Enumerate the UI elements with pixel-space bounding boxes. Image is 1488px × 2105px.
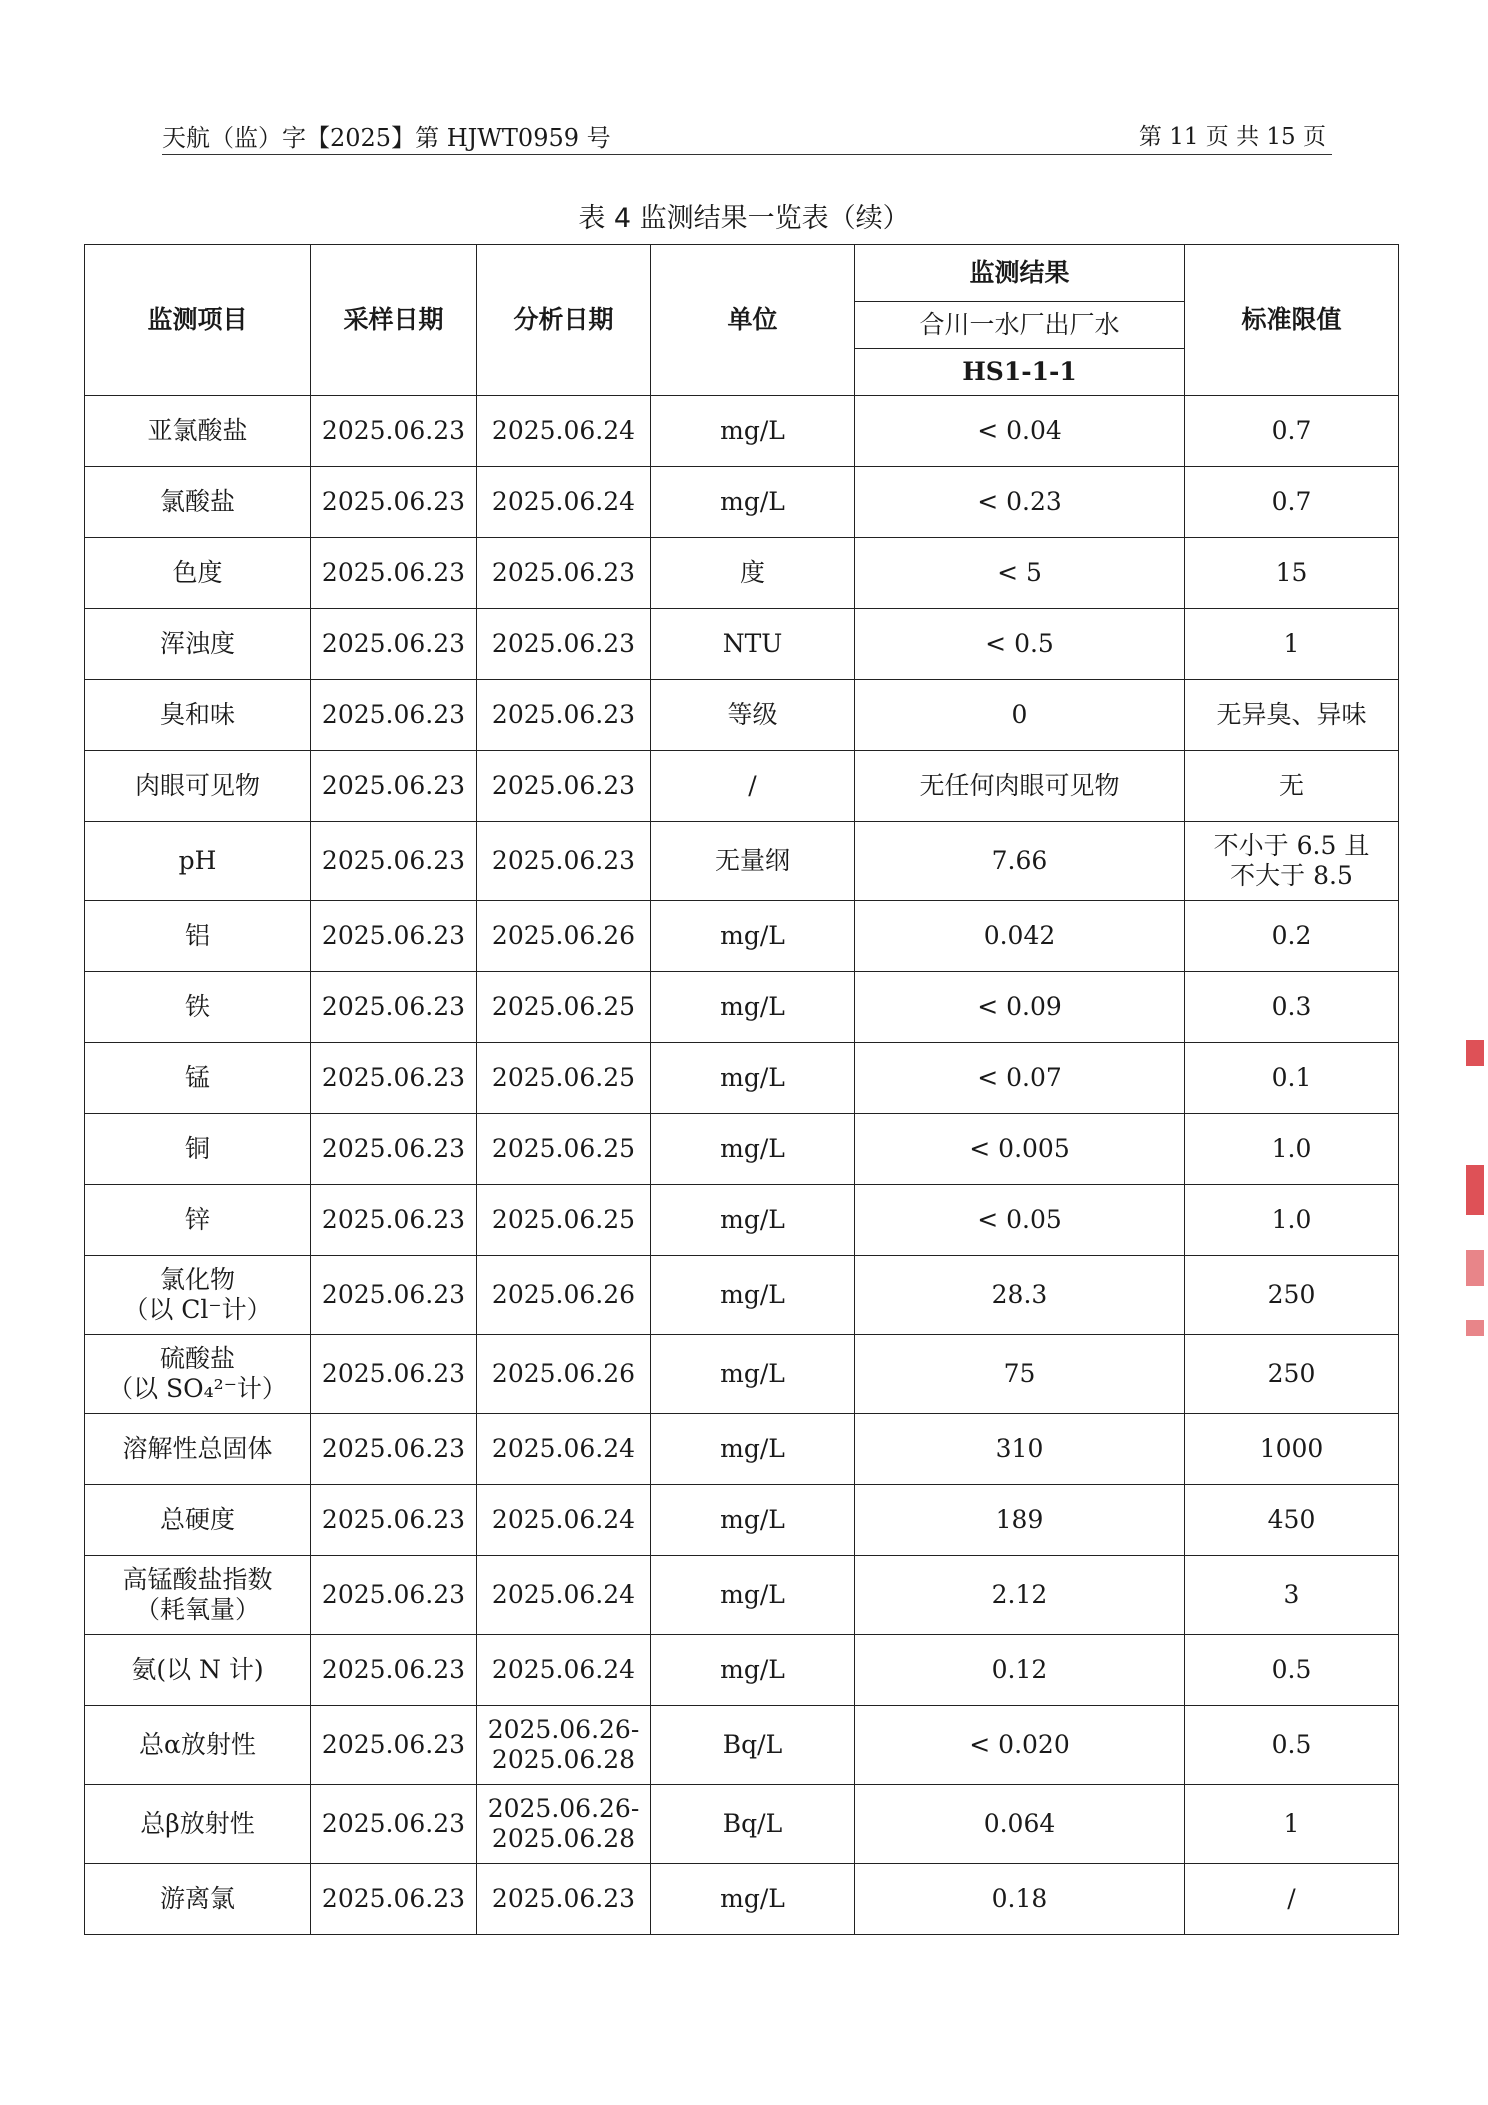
cell-limit xyxy=(1185,396,1399,467)
cell-item xyxy=(85,1256,311,1335)
cell-limit-text: 0.3 xyxy=(1271,992,1312,1021)
cell-unit xyxy=(651,1635,855,1706)
col-sampling-date-header: 采样日期 xyxy=(311,245,477,396)
col-unit-header: 单位 xyxy=(651,245,855,396)
col-analysis-date-header: 分析日期 xyxy=(477,245,651,396)
cell-limit xyxy=(1185,1864,1399,1935)
cell-result xyxy=(855,396,1185,467)
cell-result-text: 7.66 xyxy=(991,846,1048,875)
cell-analysis-date xyxy=(477,1785,651,1864)
cell-limit xyxy=(1185,1785,1399,1864)
cell-item-text: 溶解性总固体 xyxy=(122,1434,273,1463)
cell-unit-text: Bq/L xyxy=(722,1809,783,1838)
cell-result-text: 无任何肉眼可见物 xyxy=(919,771,1120,800)
cell-unit-text: Bq/L xyxy=(722,1730,783,1759)
cell-result-text: < 0.005 xyxy=(969,1134,1070,1163)
table-row xyxy=(85,822,1399,901)
cell-sampling-date-text: 2025.06.23 xyxy=(321,1205,466,1234)
cell-unit xyxy=(651,1864,855,1935)
cell-analysis-date xyxy=(477,822,651,901)
cell-analysis-date-text: 2025.06.23 xyxy=(491,700,636,729)
cell-item-text: 氯化物 xyxy=(159,1265,235,1294)
cell-limit-text: 0.1 xyxy=(1271,1063,1312,1092)
cell-limit xyxy=(1185,1635,1399,1706)
cell-item-text: 铁 xyxy=(184,992,210,1021)
cell-item-text: 臭和味 xyxy=(159,700,235,729)
cell-unit xyxy=(651,901,855,972)
cell-sampling-date xyxy=(311,1485,477,1556)
cell-limit-text: 0.7 xyxy=(1271,416,1312,445)
cell-sampling-date xyxy=(311,1706,477,1785)
cell-result xyxy=(855,1114,1185,1185)
cell-limit-text: 15 xyxy=(1275,558,1308,587)
cell-result xyxy=(855,1043,1185,1114)
cell-item-text-line2: （以 Cl⁻计） xyxy=(123,1295,272,1324)
cell-item xyxy=(85,609,311,680)
cell-unit xyxy=(651,1556,855,1635)
cell-unit xyxy=(651,1335,855,1414)
cell-sampling-date-text: 2025.06.23 xyxy=(321,1655,466,1684)
cell-sampling-date-text: 2025.06.23 xyxy=(321,1134,466,1163)
cell-analysis-date-text-line2: 2025.06.28 xyxy=(491,1824,636,1853)
cell-analysis-date-text: 2025.06.26- xyxy=(487,1794,640,1823)
cell-unit xyxy=(651,538,855,609)
cell-item-text-line2: （以 SO₄²⁻计） xyxy=(108,1374,287,1403)
cell-limit xyxy=(1185,467,1399,538)
cell-result-text: 189 xyxy=(995,1505,1044,1534)
cell-unit xyxy=(651,467,855,538)
cell-item-text: 铜 xyxy=(184,1134,210,1163)
cell-sampling-date-text: 2025.06.23 xyxy=(321,558,466,587)
table-row xyxy=(85,1785,1399,1864)
cell-limit-text: 0.5 xyxy=(1271,1730,1312,1759)
cell-limit-text: 0.5 xyxy=(1271,1655,1312,1684)
cell-analysis-date-text: 2025.06.24 xyxy=(491,1655,636,1684)
cell-analysis-date-text-line2: 2025.06.28 xyxy=(491,1745,636,1774)
cell-result xyxy=(855,1635,1185,1706)
cell-item xyxy=(85,1414,311,1485)
cell-limit xyxy=(1185,538,1399,609)
cell-limit-text: 无 xyxy=(1278,771,1304,800)
cell-sampling-date xyxy=(311,1414,477,1485)
cell-sampling-date-text: 2025.06.23 xyxy=(321,487,466,516)
table-row xyxy=(85,1256,1399,1335)
cell-unit-text: mg/L xyxy=(720,992,785,1021)
cell-unit xyxy=(651,972,855,1043)
cell-item xyxy=(85,1043,311,1114)
cell-unit-text: mg/L xyxy=(720,1434,785,1463)
cell-item-text: 色度 xyxy=(172,558,223,587)
cell-analysis-date xyxy=(477,609,651,680)
cell-result xyxy=(855,1785,1185,1864)
cell-unit xyxy=(651,822,855,901)
cell-analysis-date-text: 2025.06.23 xyxy=(491,846,636,875)
cell-result xyxy=(855,1556,1185,1635)
cell-limit-text: 1.0 xyxy=(1271,1205,1312,1234)
cell-sampling-date-text: 2025.06.23 xyxy=(321,629,466,658)
document-number: 天航（监）字【2025】第 HJWT0959 号 xyxy=(162,124,611,152)
cell-sampling-date-text: 2025.06.23 xyxy=(321,1730,466,1759)
cell-unit-text: mg/L xyxy=(720,487,785,516)
cell-result xyxy=(855,1335,1185,1414)
cell-limit-text: 1.0 xyxy=(1271,1134,1312,1163)
red-stamp-mark xyxy=(1466,1320,1484,1336)
cell-item xyxy=(85,1335,311,1414)
table-row xyxy=(85,538,1399,609)
cell-sampling-date-text: 2025.06.23 xyxy=(321,921,466,950)
cell-sampling-date xyxy=(311,1785,477,1864)
cell-unit-text: mg/L xyxy=(720,1655,785,1684)
cell-item xyxy=(85,396,311,467)
cell-analysis-date xyxy=(477,1635,651,1706)
cell-result-text: 0.042 xyxy=(983,921,1056,950)
cell-analysis-date-text: 2025.06.23 xyxy=(491,558,636,587)
cell-unit-text: mg/L xyxy=(720,1280,785,1309)
table-row xyxy=(85,1556,1399,1635)
cell-item xyxy=(85,1485,311,1556)
cell-analysis-date-text: 2025.06.24 xyxy=(491,1434,636,1463)
cell-analysis-date-text: 2025.06.24 xyxy=(491,1505,636,1534)
cell-analysis-date xyxy=(477,396,651,467)
cell-limit-text: 3 xyxy=(1283,1580,1300,1609)
cell-sampling-date xyxy=(311,1635,477,1706)
table-row xyxy=(85,901,1399,972)
cell-analysis-date xyxy=(477,751,651,822)
table-row xyxy=(85,1635,1399,1706)
cell-item xyxy=(85,1185,311,1256)
cell-result-text: 28.3 xyxy=(991,1280,1048,1309)
col-sample-id-header: HS1-1-1 xyxy=(855,349,1185,396)
cell-limit xyxy=(1185,1114,1399,1185)
cell-analysis-date xyxy=(477,1485,651,1556)
cell-limit xyxy=(1185,751,1399,822)
cell-unit xyxy=(651,396,855,467)
cell-limit xyxy=(1185,1706,1399,1785)
cell-result-text: < 0.09 xyxy=(977,992,1062,1021)
results-table xyxy=(84,244,1399,1935)
table-row xyxy=(85,1485,1399,1556)
cell-item xyxy=(85,822,311,901)
cell-result-text: < 5 xyxy=(997,558,1042,587)
cell-result xyxy=(855,538,1185,609)
cell-item-text: 氨(以 N 计) xyxy=(131,1655,264,1684)
cell-analysis-date xyxy=(477,1706,651,1785)
cell-analysis-date xyxy=(477,1414,651,1485)
cell-analysis-date xyxy=(477,538,651,609)
cell-analysis-date xyxy=(477,1043,651,1114)
cell-result xyxy=(855,822,1185,901)
cell-result-text: 2.12 xyxy=(991,1580,1048,1609)
cell-item xyxy=(85,538,311,609)
cell-sampling-date-text: 2025.06.23 xyxy=(321,992,466,1021)
cell-item-text: 铝 xyxy=(184,921,210,950)
page-number: 第 11 页 共 15 页 xyxy=(1138,124,1326,150)
cell-sampling-date xyxy=(311,680,477,751)
cell-analysis-date-text: 2025.06.26 xyxy=(491,1359,636,1388)
cell-sampling-date xyxy=(311,467,477,538)
cell-result-text: 0.18 xyxy=(991,1884,1048,1913)
cell-analysis-date-text: 2025.06.26- xyxy=(487,1715,640,1744)
cell-analysis-date-text: 2025.06.25 xyxy=(491,992,636,1021)
cell-unit-text: mg/L xyxy=(720,1134,785,1163)
cell-analysis-date-text: 2025.06.24 xyxy=(491,416,636,445)
cell-result xyxy=(855,1485,1185,1556)
cell-analysis-date xyxy=(477,1185,651,1256)
cell-limit xyxy=(1185,901,1399,972)
cell-sampling-date-text: 2025.06.23 xyxy=(321,1280,466,1309)
cell-analysis-date-text: 2025.06.25 xyxy=(491,1063,636,1092)
cell-unit-text: mg/L xyxy=(720,416,785,445)
cell-sampling-date-text: 2025.06.23 xyxy=(321,771,466,800)
cell-result-text: < 0.23 xyxy=(977,487,1062,516)
cell-item-text: 总α放射性 xyxy=(139,1730,256,1759)
cell-item-text: 浑浊度 xyxy=(159,629,235,658)
cell-result-text: 0 xyxy=(1011,700,1028,729)
cell-unit-text: NTU xyxy=(722,629,783,658)
cell-sampling-date xyxy=(311,901,477,972)
cell-analysis-date-text: 2025.06.23 xyxy=(491,771,636,800)
cell-analysis-date xyxy=(477,901,651,972)
cell-unit-text: mg/L xyxy=(720,1359,785,1388)
cell-result xyxy=(855,1706,1185,1785)
cell-analysis-date-text: 2025.06.25 xyxy=(491,1205,636,1234)
cell-limit xyxy=(1185,609,1399,680)
cell-analysis-date-text: 2025.06.26 xyxy=(491,921,636,950)
cell-result-text: < 0.5 xyxy=(985,629,1054,658)
cell-limit xyxy=(1185,1185,1399,1256)
col-result-group-header: 监测结果 xyxy=(855,245,1185,302)
cell-limit-text: 0.7 xyxy=(1271,487,1312,516)
cell-unit xyxy=(651,751,855,822)
cell-result xyxy=(855,1414,1185,1485)
table-header xyxy=(85,245,1399,396)
cell-result-text: < 0.04 xyxy=(977,416,1062,445)
table-row xyxy=(85,609,1399,680)
table-row xyxy=(85,1864,1399,1935)
cell-analysis-date xyxy=(477,972,651,1043)
cell-limit-text: 250 xyxy=(1267,1359,1316,1388)
cell-result xyxy=(855,1864,1185,1935)
table-row xyxy=(85,972,1399,1043)
cell-result xyxy=(855,1256,1185,1335)
cell-result-text: 75 xyxy=(1003,1359,1036,1388)
cell-unit-text: / xyxy=(748,771,757,800)
cell-item-text-line2: （耗氧量） xyxy=(134,1595,260,1624)
red-stamp-mark xyxy=(1466,1040,1484,1066)
cell-sampling-date xyxy=(311,1114,477,1185)
cell-result-text: 0.064 xyxy=(983,1809,1056,1838)
cell-limit-text: 450 xyxy=(1267,1505,1316,1534)
cell-result-text: 0.12 xyxy=(991,1655,1048,1684)
cell-item-text: 亚氯酸盐 xyxy=(147,416,248,445)
cell-limit xyxy=(1185,1043,1399,1114)
cell-result xyxy=(855,972,1185,1043)
cell-unit xyxy=(651,680,855,751)
cell-limit-text: / xyxy=(1287,1884,1296,1913)
cell-unit xyxy=(651,1414,855,1485)
cell-limit xyxy=(1185,1556,1399,1635)
cell-item-text: 氯酸盐 xyxy=(159,487,235,516)
cell-item-text: 高锰酸盐指数 xyxy=(122,1565,273,1594)
cell-sampling-date-text: 2025.06.23 xyxy=(321,846,466,875)
cell-analysis-date-text: 2025.06.24 xyxy=(491,487,636,516)
cell-sampling-date xyxy=(311,538,477,609)
cell-item xyxy=(85,1114,311,1185)
cell-analysis-date-text: 2025.06.23 xyxy=(491,629,636,658)
cell-item-text: 锰 xyxy=(184,1063,210,1092)
cell-unit xyxy=(651,609,855,680)
cell-unit xyxy=(651,1785,855,1864)
cell-unit xyxy=(651,1706,855,1785)
cell-limit-text: 1 xyxy=(1283,1809,1300,1838)
cell-item-text: 总硬度 xyxy=(159,1505,235,1534)
cell-item xyxy=(85,901,311,972)
cell-analysis-date xyxy=(477,1256,651,1335)
cell-unit-text: 等级 xyxy=(727,700,778,729)
cell-analysis-date xyxy=(477,467,651,538)
cell-unit xyxy=(651,1043,855,1114)
cell-sampling-date-text: 2025.06.23 xyxy=(321,1359,466,1388)
table-row xyxy=(85,467,1399,538)
col-location-header: 合川一水厂出厂水 xyxy=(855,302,1185,349)
cell-item xyxy=(85,751,311,822)
cell-result xyxy=(855,901,1185,972)
cell-sampling-date xyxy=(311,396,477,467)
cell-unit xyxy=(651,1256,855,1335)
table-row xyxy=(85,1185,1399,1256)
cell-item xyxy=(85,1556,311,1635)
cell-sampling-date xyxy=(311,1043,477,1114)
cell-sampling-date xyxy=(311,972,477,1043)
cell-limit-text: 无异臭、异味 xyxy=(1216,700,1367,729)
cell-analysis-date xyxy=(477,1556,651,1635)
cell-limit xyxy=(1185,1256,1399,1335)
cell-analysis-date-text: 2025.06.23 xyxy=(491,1884,636,1913)
table-body xyxy=(85,396,1399,1935)
cell-limit xyxy=(1185,822,1399,901)
cell-item xyxy=(85,972,311,1043)
cell-sampling-date xyxy=(311,1556,477,1635)
cell-unit-text: mg/L xyxy=(720,921,785,950)
page-header xyxy=(162,118,1332,155)
cell-limit-text: 250 xyxy=(1267,1280,1316,1309)
cell-analysis-date-text: 2025.06.26 xyxy=(491,1280,636,1309)
cell-analysis-date xyxy=(477,1335,651,1414)
cell-result-text: 310 xyxy=(995,1434,1044,1463)
cell-limit xyxy=(1185,1414,1399,1485)
cell-limit xyxy=(1185,1485,1399,1556)
cell-result-text: < 0.07 xyxy=(977,1063,1062,1092)
cell-sampling-date-text: 2025.06.23 xyxy=(321,700,466,729)
cell-unit xyxy=(651,1485,855,1556)
table-title: 表 4 监测结果一览表（续） xyxy=(578,203,910,234)
cell-item-text: 肉眼可见物 xyxy=(134,771,260,800)
cell-sampling-date-text: 2025.06.23 xyxy=(321,1505,466,1534)
cell-limit-text: 不小于 6.5 且 xyxy=(1213,831,1370,860)
cell-item xyxy=(85,680,311,751)
cell-unit xyxy=(651,1185,855,1256)
cell-item-text: 硫酸盐 xyxy=(159,1344,235,1373)
cell-sampling-date xyxy=(311,751,477,822)
cell-unit-text: 度 xyxy=(739,558,765,587)
cell-result xyxy=(855,680,1185,751)
cell-result xyxy=(855,609,1185,680)
cell-sampling-date-text: 2025.06.23 xyxy=(321,1434,466,1463)
cell-sampling-date xyxy=(311,1864,477,1935)
cell-sampling-date-text: 2025.06.23 xyxy=(321,1580,466,1609)
cell-result xyxy=(855,1185,1185,1256)
cell-limit-text: 1000 xyxy=(1259,1434,1324,1463)
cell-unit xyxy=(651,1114,855,1185)
red-stamp-mark xyxy=(1466,1165,1484,1215)
table-row xyxy=(85,680,1399,751)
cell-limit xyxy=(1185,972,1399,1043)
cell-limit xyxy=(1185,680,1399,751)
table-row xyxy=(85,1114,1399,1185)
cell-limit-text-line2: 不大于 8.5 xyxy=(1230,861,1353,890)
cell-item-text: 游离氯 xyxy=(159,1884,235,1913)
cell-unit-text: mg/L xyxy=(720,1580,785,1609)
cell-sampling-date xyxy=(311,1256,477,1335)
cell-sampling-date xyxy=(311,1185,477,1256)
cell-analysis-date xyxy=(477,1864,651,1935)
cell-unit-text: mg/L xyxy=(720,1205,785,1234)
cell-result-text: < 0.05 xyxy=(977,1205,1062,1234)
cell-result xyxy=(855,467,1185,538)
cell-item-text: 总β放射性 xyxy=(140,1809,255,1838)
table-row xyxy=(85,1335,1399,1414)
cell-analysis-date xyxy=(477,680,651,751)
cell-result xyxy=(855,751,1185,822)
cell-limit-text: 1 xyxy=(1283,629,1300,658)
col-item-header: 监测项目 xyxy=(85,245,311,396)
cell-unit-text: mg/L xyxy=(720,1884,785,1913)
table-row xyxy=(85,1706,1399,1785)
cell-unit-text: 无量纲 xyxy=(714,846,790,875)
table-row xyxy=(85,396,1399,467)
cell-item xyxy=(85,1635,311,1706)
cell-item xyxy=(85,1706,311,1785)
cell-sampling-date-text: 2025.06.23 xyxy=(321,416,466,445)
cell-sampling-date xyxy=(311,609,477,680)
cell-sampling-date-text: 2025.06.23 xyxy=(321,1809,466,1838)
cell-unit-text: mg/L xyxy=(720,1063,785,1092)
table-row xyxy=(85,1414,1399,1485)
table-row xyxy=(85,751,1399,822)
cell-unit-text: mg/L xyxy=(720,1505,785,1534)
cell-sampling-date xyxy=(311,1335,477,1414)
cell-limit-text: 0.2 xyxy=(1271,921,1312,950)
cell-sampling-date-text: 2025.06.23 xyxy=(321,1063,466,1092)
cell-sampling-date-text: 2025.06.23 xyxy=(321,1884,466,1913)
cell-item-text: 锌 xyxy=(184,1205,210,1234)
cell-result-text: < 0.020 xyxy=(969,1730,1070,1759)
cell-sampling-date xyxy=(311,822,477,901)
cell-item xyxy=(85,1864,311,1935)
red-stamp-mark xyxy=(1466,1250,1484,1286)
cell-item-text: pH xyxy=(178,846,217,875)
cell-analysis-date-text: 2025.06.24 xyxy=(491,1580,636,1609)
cell-item xyxy=(85,1785,311,1864)
table-row xyxy=(85,1043,1399,1114)
cell-analysis-date-text: 2025.06.25 xyxy=(491,1134,636,1163)
cell-limit xyxy=(1185,1335,1399,1414)
cell-analysis-date xyxy=(477,1114,651,1185)
cell-item xyxy=(85,467,311,538)
col-limit-header: 标准限值 xyxy=(1185,245,1399,396)
